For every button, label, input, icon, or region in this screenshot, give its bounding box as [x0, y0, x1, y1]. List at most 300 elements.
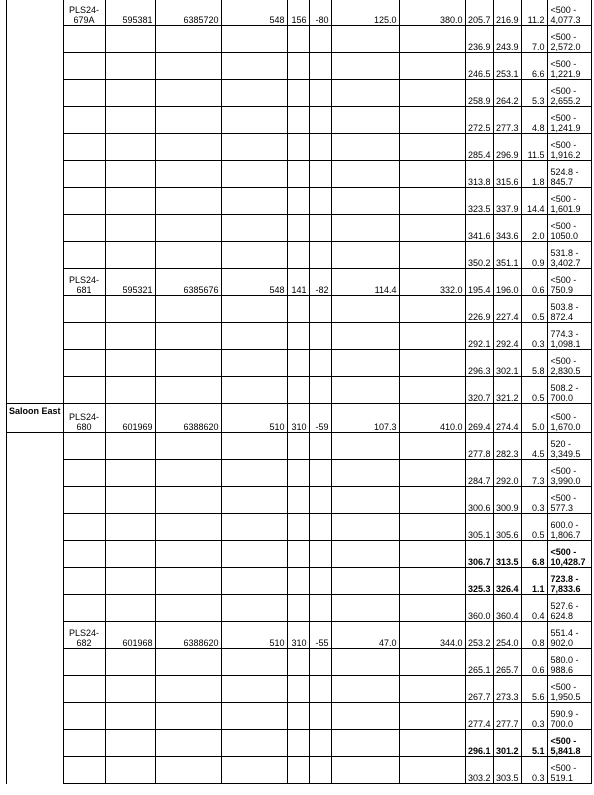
depth-a-cell [331, 80, 399, 107]
azimuth-cell [287, 350, 309, 377]
depth-b-cell [399, 53, 465, 80]
dip-cell [309, 53, 331, 80]
depth-a-cell [331, 53, 399, 80]
to-cell: 243.9 [493, 26, 521, 53]
hole-id-cell: PLS24-681 [63, 269, 105, 296]
area-cell [7, 80, 64, 107]
dip-cell [309, 703, 331, 730]
depth-b-cell [399, 676, 465, 703]
northing-cell [155, 161, 221, 188]
dip-cell [309, 296, 331, 323]
grade-cell: <500 - 1,241.9 [547, 107, 591, 134]
azimuth-cell: 156 [287, 0, 309, 26]
area-cell [7, 269, 64, 296]
hole-id-cell [63, 541, 105, 568]
grade-cell: 551.4 - 902.0 [547, 622, 591, 649]
table-row [7, 134, 592, 161]
elevation-cell [221, 242, 287, 269]
northing-cell: 6388620 [155, 404, 221, 433]
northing-cell [155, 595, 221, 622]
easting-cell [105, 487, 155, 514]
table-row [7, 188, 592, 215]
hole-id-cell [63, 568, 105, 595]
depth-a-cell [331, 350, 399, 377]
length-cell: 7.0 [521, 26, 547, 53]
grade-cell: 774.3 - 1,098.1 [547, 323, 591, 350]
depth-a-cell [331, 703, 399, 730]
elevation-cell [221, 541, 287, 568]
hole-id-cell: PLS24-680 [63, 404, 105, 433]
area-cell [7, 242, 64, 269]
dip-cell [309, 161, 331, 188]
northing-cell [155, 377, 221, 404]
length-cell: 5.8 [521, 350, 547, 377]
from-cell: 323.5 [465, 188, 493, 215]
azimuth-cell [287, 568, 309, 595]
to-cell: 292.0 [493, 460, 521, 487]
hole-id-cell [63, 215, 105, 242]
easting-cell [105, 53, 155, 80]
northing-cell: 6385720 [155, 0, 221, 26]
easting-cell [105, 676, 155, 703]
depth-a-cell [331, 514, 399, 541]
easting-cell: 601968 [105, 622, 155, 649]
dip-cell [309, 649, 331, 676]
northing-cell [155, 541, 221, 568]
area-cell [7, 215, 64, 242]
depth-a-cell [331, 215, 399, 242]
from-cell: 296.3 [465, 350, 493, 377]
easting-cell [105, 433, 155, 460]
dip-cell [309, 676, 331, 703]
depth-b-cell [399, 541, 465, 568]
hole-id-cell [63, 757, 105, 784]
length-cell: 0.3 [521, 757, 547, 784]
hole-id-cell [63, 296, 105, 323]
dip-cell [309, 730, 331, 757]
easting-cell [105, 377, 155, 404]
depth-a-cell [331, 26, 399, 53]
grade-cell: 527.6 - 624.8 [547, 595, 591, 622]
northing-cell [155, 188, 221, 215]
hole-id-cell [63, 730, 105, 757]
length-cell: 0.9 [521, 242, 547, 269]
length-cell: 5.3 [521, 80, 547, 107]
elevation-cell [221, 323, 287, 350]
length-cell: 0.4 [521, 595, 547, 622]
northing-cell [155, 757, 221, 784]
from-cell: 277.4 [465, 703, 493, 730]
azimuth-cell [287, 676, 309, 703]
depth-b-cell: 410.0 [399, 404, 465, 433]
easting-cell [105, 350, 155, 377]
table-row [7, 730, 592, 757]
hole-id-cell: PLS24-679A [63, 0, 105, 26]
from-cell: 313.8 [465, 161, 493, 188]
from-cell: 360.0 [465, 595, 493, 622]
easting-cell [105, 161, 155, 188]
northing-cell: 6388620 [155, 622, 221, 649]
hole-id-cell [63, 377, 105, 404]
to-cell: 301.2 [493, 730, 521, 757]
from-cell: 284.7 [465, 460, 493, 487]
depth-a-cell: 114.4 [331, 269, 399, 296]
azimuth-cell [287, 730, 309, 757]
easting-cell [105, 107, 155, 134]
elevation-cell [221, 53, 287, 80]
dip-cell [309, 350, 331, 377]
easting-cell [105, 460, 155, 487]
grade-cell: <500 - 1,916.2 [547, 134, 591, 161]
length-cell: 5.0 [521, 404, 547, 433]
northing-cell [155, 134, 221, 161]
easting-cell: 595381 [105, 0, 155, 26]
from-cell: 292.1 [465, 323, 493, 350]
to-cell: 274.4 [493, 404, 521, 433]
northing-cell [155, 80, 221, 107]
elevation-cell [221, 350, 287, 377]
dip-cell: -59 [309, 404, 331, 433]
depth-a-cell: 47.0 [331, 622, 399, 649]
dip-cell [309, 242, 331, 269]
depth-a-cell [331, 433, 399, 460]
depth-b-cell [399, 649, 465, 676]
elevation-cell [221, 188, 287, 215]
grade-cell: 520 - 3,349.5 [547, 433, 591, 460]
grade-cell: 590.9 - 700.0 [547, 703, 591, 730]
length-cell: 0.8 [521, 622, 547, 649]
depth-b-cell [399, 703, 465, 730]
depth-b-cell [399, 757, 465, 784]
elevation-cell [221, 107, 287, 134]
to-cell: 300.9 [493, 487, 521, 514]
length-cell: 0.6 [521, 269, 547, 296]
to-cell: 326.4 [493, 568, 521, 595]
azimuth-cell [287, 80, 309, 107]
depth-b-cell [399, 296, 465, 323]
table-row [7, 757, 592, 784]
depth-b-cell [399, 161, 465, 188]
table-row [7, 649, 592, 676]
length-cell: 6.8 [521, 541, 547, 568]
length-cell: 4.5 [521, 433, 547, 460]
dip-cell [309, 215, 331, 242]
area-cell [7, 0, 64, 26]
to-cell: 313.5 [493, 541, 521, 568]
azimuth-cell [287, 215, 309, 242]
drill-results-table [6, 0, 592, 784]
hole-id-cell [63, 350, 105, 377]
from-cell: 253.2 [465, 622, 493, 649]
hole-id-cell [63, 323, 105, 350]
easting-cell [105, 188, 155, 215]
dip-cell [309, 188, 331, 215]
length-cell: 5.6 [521, 676, 547, 703]
table-row [7, 514, 592, 541]
from-cell: 320.7 [465, 377, 493, 404]
easting-cell [105, 26, 155, 53]
grade-cell: 723.8 - 7,833.6 [547, 568, 591, 595]
northing-cell: 6385676 [155, 269, 221, 296]
area-cell [7, 487, 64, 514]
dip-cell [309, 595, 331, 622]
table-row [7, 215, 592, 242]
depth-b-cell [399, 134, 465, 161]
depth-a-cell [331, 107, 399, 134]
elevation-cell [221, 377, 287, 404]
area-cell [7, 26, 64, 53]
azimuth-cell [287, 107, 309, 134]
table-row [7, 350, 592, 377]
azimuth-cell [287, 188, 309, 215]
azimuth-cell [287, 377, 309, 404]
dip-cell [309, 460, 331, 487]
dip-cell [309, 433, 331, 460]
depth-b-cell [399, 80, 465, 107]
elevation-cell: 548 [221, 0, 287, 26]
depth-a-cell [331, 377, 399, 404]
depth-a-cell [331, 676, 399, 703]
from-cell: 226.9 [465, 296, 493, 323]
azimuth-cell [287, 134, 309, 161]
azimuth-cell [287, 703, 309, 730]
azimuth-cell: 141 [287, 269, 309, 296]
table-row [7, 487, 592, 514]
length-cell: 7.3 [521, 460, 547, 487]
hole-id-cell [63, 649, 105, 676]
area-cell [7, 649, 64, 676]
area-cell: Saloon East [7, 404, 64, 433]
elevation-cell [221, 730, 287, 757]
length-cell: 0.3 [521, 703, 547, 730]
from-cell: 277.8 [465, 433, 493, 460]
grade-cell: 524.8 - 845.7 [547, 161, 591, 188]
depth-b-cell [399, 487, 465, 514]
table-row [7, 676, 592, 703]
elevation-cell: 510 [221, 622, 287, 649]
dip-cell [309, 26, 331, 53]
elevation-cell [221, 80, 287, 107]
length-cell: 0.5 [521, 514, 547, 541]
depth-b-cell [399, 730, 465, 757]
elevation-cell [221, 161, 287, 188]
dip-cell [309, 134, 331, 161]
northing-cell [155, 53, 221, 80]
length-cell: 5.1 [521, 730, 547, 757]
northing-cell [155, 568, 221, 595]
from-cell: 305.1 [465, 514, 493, 541]
azimuth-cell [287, 541, 309, 568]
grade-cell: <500 - 5,841.8 [547, 730, 591, 757]
depth-b-cell: 332.0 [399, 269, 465, 296]
easting-cell [105, 514, 155, 541]
length-cell: 6.6 [521, 53, 547, 80]
grade-cell: <500 - 1,221.9 [547, 53, 591, 80]
depth-a-cell [331, 649, 399, 676]
depth-b-cell: 344.0 [399, 622, 465, 649]
from-cell: 195.4 [465, 269, 493, 296]
northing-cell [155, 730, 221, 757]
to-cell: 351.1 [493, 242, 521, 269]
length-cell: 11.2 [521, 0, 547, 26]
from-cell: 300.6 [465, 487, 493, 514]
dip-cell: -82 [309, 269, 331, 296]
from-cell: 303.2 [465, 757, 493, 784]
depth-b-cell [399, 377, 465, 404]
easting-cell [105, 649, 155, 676]
azimuth-cell [287, 649, 309, 676]
table-row [7, 433, 592, 460]
table-body [7, 0, 592, 784]
grade-cell: <500 - 577.3 [547, 487, 591, 514]
depth-a-cell [331, 460, 399, 487]
dip-cell [309, 514, 331, 541]
grade-cell: <500 - 3,990.0 [547, 460, 591, 487]
hole-id-cell [63, 188, 105, 215]
to-cell: 303.5 [493, 757, 521, 784]
elevation-cell [221, 595, 287, 622]
hole-id-cell [63, 53, 105, 80]
to-cell: 360.4 [493, 595, 521, 622]
dip-cell [309, 541, 331, 568]
northing-cell [155, 107, 221, 134]
northing-cell [155, 323, 221, 350]
northing-cell [155, 649, 221, 676]
length-cell: 2.0 [521, 215, 547, 242]
table-row [7, 595, 592, 622]
hole-id-cell [63, 433, 105, 460]
from-cell: 269.4 [465, 404, 493, 433]
depth-b-cell [399, 433, 465, 460]
area-cell [7, 134, 64, 161]
azimuth-cell [287, 433, 309, 460]
easting-cell: 595321 [105, 269, 155, 296]
from-cell: 296.1 [465, 730, 493, 757]
dip-cell [309, 107, 331, 134]
azimuth-cell [287, 296, 309, 323]
to-cell: 227.4 [493, 296, 521, 323]
area-cell [7, 377, 64, 404]
hole-id-cell [63, 595, 105, 622]
hole-id-cell: PLS24-682 [63, 622, 105, 649]
depth-b-cell [399, 242, 465, 269]
azimuth-cell [287, 757, 309, 784]
to-cell: 265.7 [493, 649, 521, 676]
area-cell [7, 595, 64, 622]
from-cell: 341.6 [465, 215, 493, 242]
area-cell [7, 757, 64, 784]
hole-id-cell [63, 487, 105, 514]
to-cell: 196.0 [493, 269, 521, 296]
grade-cell: <500 - 2,572.0 [547, 26, 591, 53]
to-cell: 296.9 [493, 134, 521, 161]
table-row [7, 568, 592, 595]
easting-cell [105, 134, 155, 161]
length-cell: 0.3 [521, 323, 547, 350]
table-row [7, 622, 592, 649]
easting-cell [105, 215, 155, 242]
area-cell [7, 676, 64, 703]
to-cell: 302.1 [493, 350, 521, 377]
elevation-cell: 548 [221, 269, 287, 296]
easting-cell [105, 595, 155, 622]
northing-cell [155, 514, 221, 541]
to-cell: 315.6 [493, 161, 521, 188]
table-row [7, 161, 592, 188]
grade-cell: <500 - 10,428.7 [547, 541, 591, 568]
depth-b-cell: 380.0 [399, 0, 465, 26]
to-cell: 282.3 [493, 433, 521, 460]
depth-b-cell [399, 460, 465, 487]
table-row [7, 460, 592, 487]
elevation-cell [221, 134, 287, 161]
length-cell: 11.5 [521, 134, 547, 161]
easting-cell [105, 730, 155, 757]
depth-a-cell [331, 323, 399, 350]
depth-a-cell [331, 730, 399, 757]
dip-cell [309, 377, 331, 404]
elevation-cell [221, 460, 287, 487]
grade-cell: <500 - 2,830.5 [547, 350, 591, 377]
table-row [7, 107, 592, 134]
azimuth-cell [287, 53, 309, 80]
to-cell: 264.2 [493, 80, 521, 107]
table-row [7, 269, 592, 296]
table-row [7, 80, 592, 107]
hole-id-cell [63, 460, 105, 487]
from-cell: 285.4 [465, 134, 493, 161]
northing-cell [155, 215, 221, 242]
elevation-cell [221, 703, 287, 730]
area-cell [7, 622, 64, 649]
from-cell: 246.5 [465, 53, 493, 80]
length-cell: 0.5 [521, 377, 547, 404]
dip-cell [309, 487, 331, 514]
northing-cell [155, 676, 221, 703]
from-cell: 350.2 [465, 242, 493, 269]
area-cell [7, 107, 64, 134]
depth-b-cell [399, 350, 465, 377]
to-cell: 277.3 [493, 107, 521, 134]
elevation-cell [221, 514, 287, 541]
depth-a-cell [331, 134, 399, 161]
easting-cell [105, 80, 155, 107]
northing-cell [155, 242, 221, 269]
hole-id-cell [63, 161, 105, 188]
from-cell: 272.5 [465, 107, 493, 134]
elevation-cell [221, 26, 287, 53]
area-cell [7, 541, 64, 568]
from-cell: 236.9 [465, 26, 493, 53]
area-cell [7, 460, 64, 487]
northing-cell [155, 296, 221, 323]
length-cell: 1.1 [521, 568, 547, 595]
dip-cell [309, 757, 331, 784]
table-row [7, 296, 592, 323]
hole-id-cell [63, 26, 105, 53]
grade-cell: 508.2 - 700.0 [547, 377, 591, 404]
northing-cell [155, 433, 221, 460]
area-cell [7, 433, 64, 460]
northing-cell [155, 703, 221, 730]
elevation-cell [221, 433, 287, 460]
azimuth-cell: 310 [287, 404, 309, 433]
table-row [7, 26, 592, 53]
dip-cell [309, 80, 331, 107]
grade-cell: <500 - 2,655.2 [547, 80, 591, 107]
depth-a-cell [331, 296, 399, 323]
hole-id-cell [63, 703, 105, 730]
